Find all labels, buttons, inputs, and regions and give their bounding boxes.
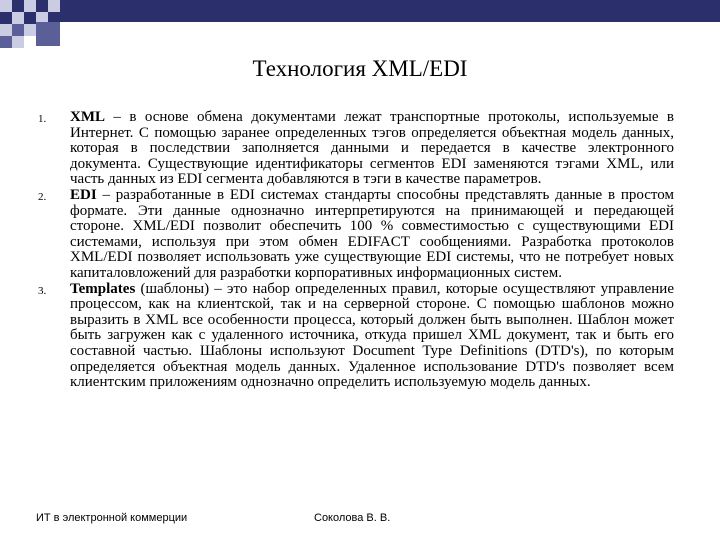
footer-author: Соколова В. В.	[314, 512, 391, 524]
header-bar	[60, 0, 720, 22]
item-text	[70, 188, 674, 282]
list-item	[38, 110, 674, 188]
item-body: – в основе обмена документами лежат транспортные протоколы, используемые в Интернет. С помощью заранее определенных тэгов определяется объектная модель данных, которая в последствии заполняется данными и передается в качестве электронного документа. Существующие идентификаторы сегментов EDI заменяются тэгами XML, или часть данных из EDI сегмента добавляются в тэги в качестве параметров.	[70, 109, 674, 188]
numbered-list	[38, 110, 674, 391]
footer-course: ИТ в электронной коммерции	[36, 512, 188, 524]
item-number: 3.	[38, 284, 47, 297]
item-number: 2.	[38, 190, 47, 203]
item-text	[70, 110, 674, 188]
list-item	[38, 282, 674, 391]
item-number: 1.	[38, 113, 47, 125]
item-term: EDI	[70, 186, 97, 203]
item-term: Templates	[70, 280, 136, 297]
item-body: (шаблоны) – это набор определенных правил, которые осуществляют управление процессом, как на клиентской, так и на серверной стороне. С помощью шаблонов можно выразить в XML все особенности процесса, который должен быть выполнен. Шаблон может быть загружен как с удаленного источника, откуда пришел XML документ, так и быть его составной частью. Шаблоны используют Document Type Definitions (DTD's), по которым определяется объектная модель данных. Удаленное использование DTD's позволяет всем клиентским приложениям однозначно определить используемую модель данных.	[70, 280, 674, 391]
header-accent	[36, 22, 60, 46]
slide-title: Технология XML/EDI	[252, 56, 468, 81]
item-body: – разработанные в EDI системах стандарты способны представлять данные в простом формате. Эти данные однозначно интерпретируются на принимающей и передающей стороне. XML/EDI позволит обеспечить 100 % совместимостью с существующими EDI системами, используя при этом обмен EDIFACT сообщениями. Разработка протоколов XML/EDI позволяет использовать уже существующие EDI системы, что не потребует новых капиталовложений для разработки корпоративных информационных систем.	[70, 186, 674, 281]
list-item	[38, 188, 674, 282]
item-term: XML	[70, 109, 105, 125]
item-text	[70, 282, 674, 391]
